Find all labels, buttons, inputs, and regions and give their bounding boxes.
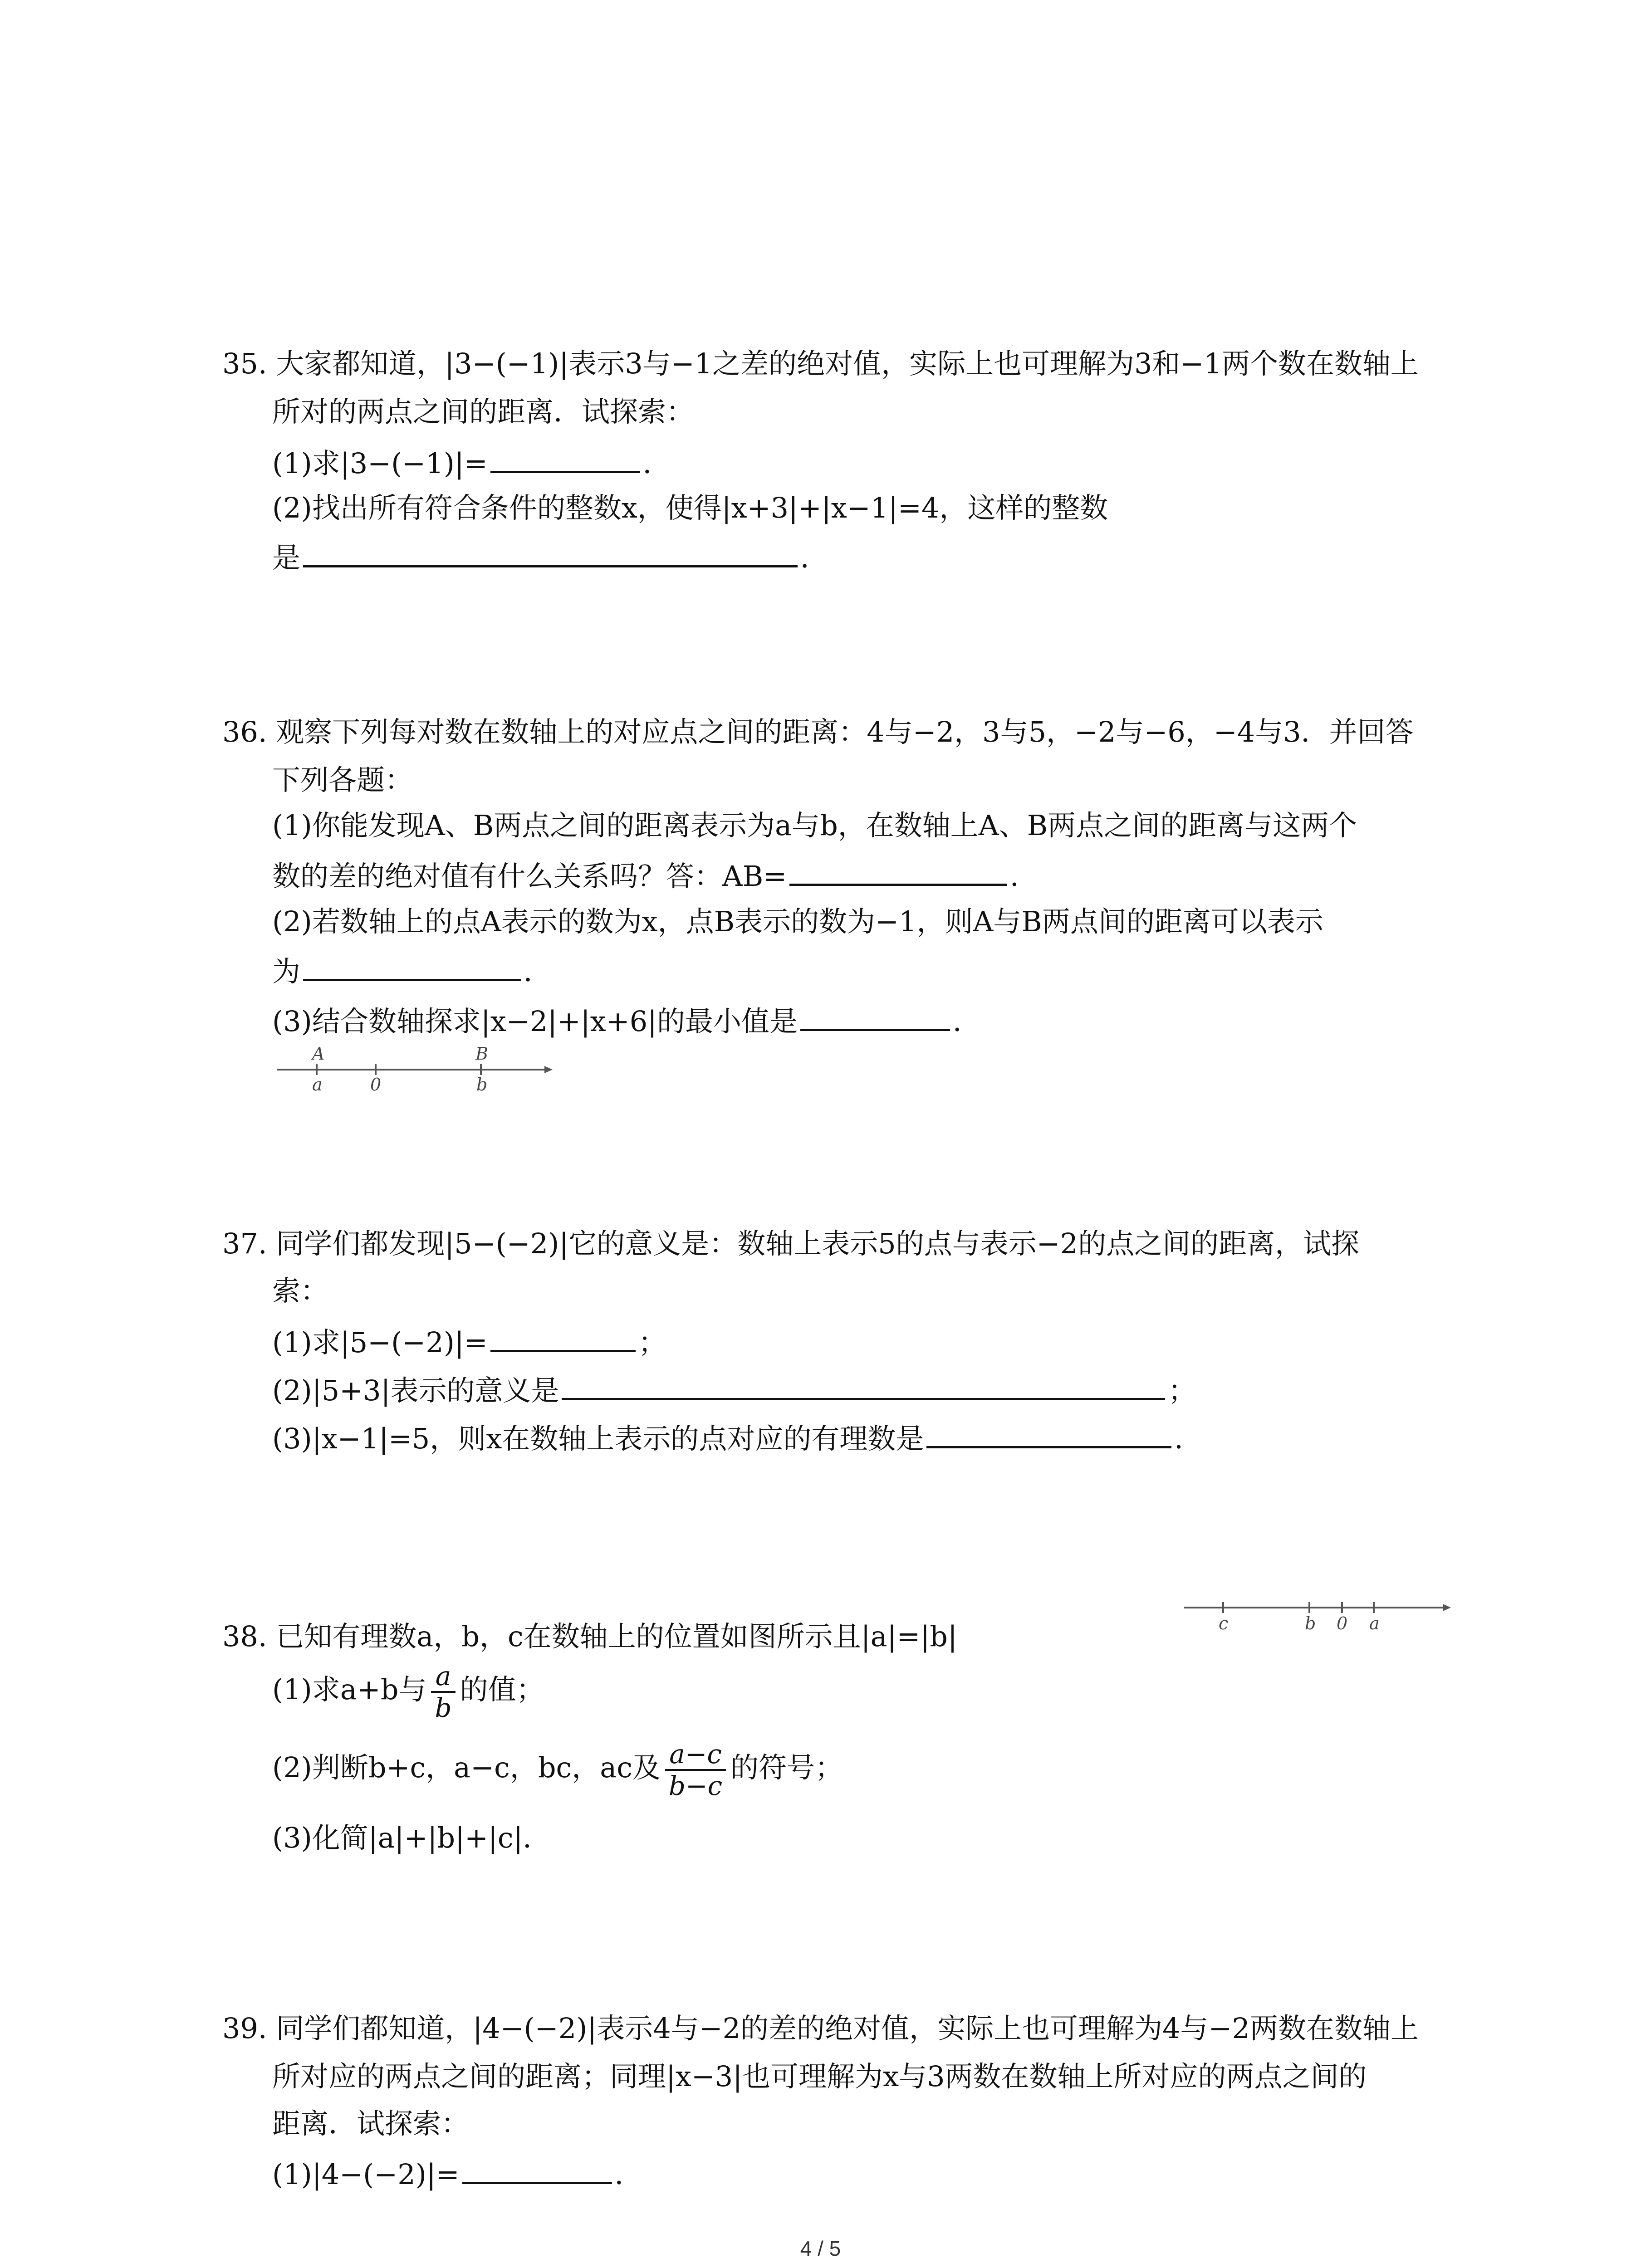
q38-part-1-text: (1)求a+b与 [272, 1673, 427, 1706]
q37-part-1-text: (1)求|5−(−2)|= [272, 1326, 488, 1359]
q38-label-c: c [1219, 1613, 1229, 1633]
q38-part-2 [272, 1734, 843, 1802]
q36-number-line [272, 1043, 554, 1098]
q38-fraction-amc-over-bmc [665, 1739, 726, 1801]
q35-part-2-answer-blank[interactable] [303, 537, 798, 567]
q38-axis-arrow [1443, 1604, 1451, 1611]
q37-part-2-text: (2)|5+3|表示的意义是 [272, 1374, 559, 1407]
q38-stem: 38. 已知有理数a，b，c在数轴上的位置如图所示且|a|=|b| [222, 1620, 957, 1653]
q35-part-2-line-1: (2)找出所有符合条件的整数x，使得|x+3|+|x−1|=4，这样的整数 [272, 491, 1108, 524]
q36-part-2-line-2 [272, 951, 552, 991]
q35-part-1 [272, 443, 671, 483]
q38-part-2-end: 的符号； [730, 1751, 843, 1784]
q37-stem-line-1: 37. 同学们都发现|5−(−2)|它的意义是：数轴上表示5的点与表示−2的点之间的距离，试探 [222, 1227, 1360, 1260]
q36-stem-line-1: 36. 观察下列每对数在数轴上的对应点之间的距离：4与−2，3与5，−2与−6，−4与3．并回答 [222, 715, 1414, 748]
q38-label-b: b [1305, 1613, 1316, 1633]
q36-part-1-line-1: (1)你能发现A、B两点之间的距离表示为a与b，在数轴上A、B两点之间的距离与这两个 [272, 809, 1357, 842]
q36-part-3-end: ． [953, 1005, 981, 1038]
q35-part-2-line-2 [272, 537, 828, 577]
q36-part-3-answer-blank[interactable] [800, 1001, 950, 1031]
q36-part-1-end: ． [1010, 860, 1038, 893]
q35-part-2-end: ． [800, 541, 829, 574]
q35-stem-line-1: 35. 大家都知道，|3−(−1)|表示3与−1之差的绝对值，实际上也可理解为3和−1两个数在数轴上 [222, 347, 1419, 380]
q37-part-2-answer-blank[interactable] [562, 1370, 1165, 1400]
q36-part-3 [272, 1001, 981, 1041]
page-number: 4 / 5 [800, 2237, 841, 2260]
q38-fraction-numerator: a [435, 1660, 451, 1691]
q36-part-2-line-1: (2)若数轴上的点A表示的数为x，点B表示的数为−1，则A与B两点间的距离可以表示 [272, 905, 1323, 938]
q39-part-1 [272, 2154, 643, 2194]
q36-axis-arrow [544, 1066, 553, 1073]
q38-label-a: a [1369, 1613, 1380, 1633]
q39-stem-line-3: 距离．试探索： [272, 2107, 470, 2140]
q37-part-2 [272, 1370, 1196, 1410]
q36-stem-line-2: 下列各题： [272, 763, 413, 797]
q36-part-3-text: (3)结合数轴探求|x−2|+|x+6|的最小值是 [272, 1005, 798, 1038]
q39-part-1-end: ． [614, 2158, 643, 2191]
q38-fraction-a-over-b [431, 1661, 455, 1723]
q37-part-1-answer-blank[interactable] [490, 1322, 636, 1352]
q37-part-2-end: ； [1168, 1374, 1196, 1407]
q39-stem-line-1: 39. 同学们都知道，|4−(−2)|表示4与−2的差的绝对值，实际上也可理解为4与−2两数在数轴上 [222, 2012, 1419, 2045]
q35-part-1-text: (1)求|3−(−1)|= [272, 447, 488, 480]
q36-label-b: b [476, 1075, 488, 1095]
q36-part-2-end: ． [524, 955, 552, 988]
q35-stem-line-2: 所对的两点之间的距离．试探索： [272, 395, 695, 428]
q37-part-3-text: (3)|x−1|=5，则x在数轴上表示的点对应的有理数是 [272, 1422, 924, 1455]
q37-part-3-end: ． [1174, 1422, 1203, 1455]
q37-stem-line-2: 索： [272, 1274, 329, 1307]
q38-part-1-end: 的值； [460, 1673, 544, 1706]
q35-part-1-answer-blank[interactable] [490, 443, 640, 473]
q36-part-1-line-2 [272, 855, 1038, 895]
q38-part-3: (3)化简|a|+|b|+|c|． [272, 1821, 551, 1854]
q36-part-1-answer-blank[interactable] [789, 855, 1007, 886]
q38-label-0: 0 [1337, 1613, 1348, 1633]
q37-part-3-answer-blank[interactable] [926, 1418, 1171, 1448]
q36-label-A: A [312, 1044, 325, 1064]
q35-part-1-end: ． [642, 447, 671, 480]
q36-part-2-text: 为 [272, 955, 301, 988]
q39-stem-line-2: 所对应的两点之间的距离；同理|x−3|也可理解为x与3两数在数轴上所对应的两点之间的 [272, 2060, 1367, 2093]
q38-number-line [1180, 1588, 1452, 1637]
q35-part-2-text: 是 [272, 541, 301, 574]
q36-label-B: B [475, 1044, 488, 1064]
q37-part-1 [272, 1322, 666, 1362]
q39-part-1-text: (1)|4−(−2)|= [272, 2158, 460, 2191]
q38-part-1 [272, 1656, 544, 1724]
q38-fraction-2-numerator: a−c [669, 1738, 722, 1769]
q36-label-a: a [312, 1075, 323, 1095]
q38-fraction-denominator: b [435, 1692, 452, 1723]
q36-label-0: 0 [370, 1075, 382, 1095]
q37-part-3 [272, 1418, 1202, 1458]
q38-fraction-2-denominator: b−c [668, 1770, 723, 1801]
q36-part-2-answer-blank[interactable] [303, 951, 521, 981]
q38-part-2-text: (2)判断b+c，a−c，bc，ac及 [272, 1751, 661, 1784]
q37-part-1-end: ； [638, 1326, 666, 1359]
q36-part-1-text: 数的差的绝对值有什么关系吗？答：AB= [272, 860, 787, 893]
q39-part-1-answer-blank[interactable] [462, 2154, 612, 2184]
